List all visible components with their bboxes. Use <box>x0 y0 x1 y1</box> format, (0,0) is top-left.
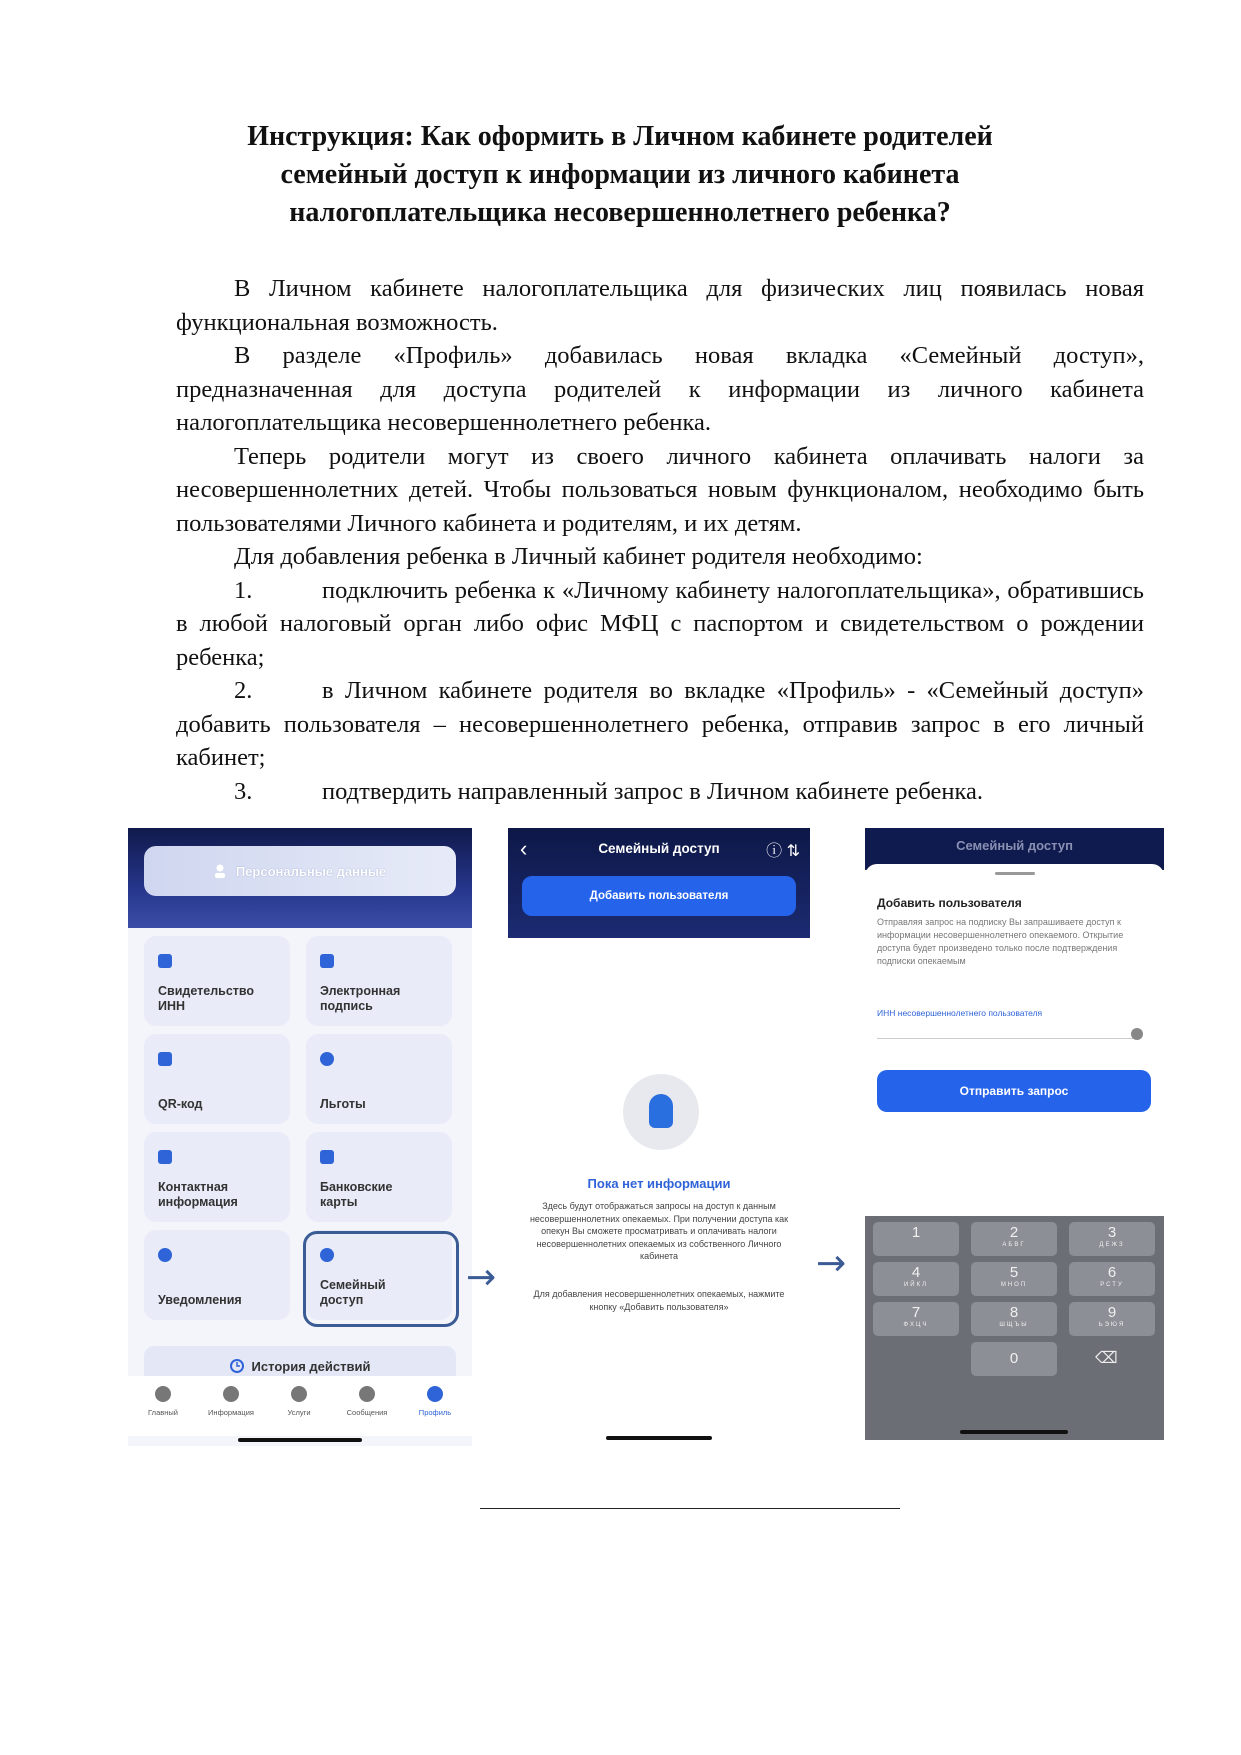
footer-rule <box>480 1508 900 1509</box>
card-qr-code[interactable] <box>144 1034 290 1124</box>
key-4[interactable]: 4 ИЙКЛ <box>873 1262 959 1296</box>
benefits-icon <box>320 1052 334 1066</box>
family-access-screenshot <box>508 828 810 1448</box>
home-indicator <box>960 1430 1068 1434</box>
add-user-screenshot <box>865 828 1164 1440</box>
history-label: История действий <box>251 1358 371 1374</box>
card-notifications[interactable] <box>144 1230 290 1320</box>
paragraph-2: В разделе «Профиль» добавилась новая вкладка «Семейный доступ», предназначенная для доступа родителей к информации из личного кабинета налогоплательщика несовершеннолетнего ребенка. <box>176 342 1144 436</box>
nav-label: Профиль <box>418 1408 452 1417</box>
home-indicator <box>238 1438 362 1442</box>
card-label: доступ <box>320 1293 364 1307</box>
step-number: 2. <box>234 677 253 704</box>
card-label: Льготы <box>320 1097 366 1111</box>
messages-icon <box>359 1386 375 1402</box>
empty-state-text: Здесь будут отображаться запросы на доступ к данным несовершеннолетних опекаемых. При получении доступа как опекун Вы сможете просматривать и оплачивать налоги несовершеннолетних опекаемых из собственного Личного кабинета <box>529 1201 789 1261</box>
profile-icon <box>427 1386 443 1402</box>
key-6[interactable]: 6 РСТУ <box>1069 1262 1155 1296</box>
info-sort-icons[interactable]: ⓘ ⇅ <box>766 843 800 860</box>
bell-icon <box>158 1248 172 1262</box>
paragraph-3: Теперь родители могут из своего личного кабинета оплачивать налоги за несовершеннолетних детей. Чтобы пользоваться новым функционалом, необходимо быть пользователями Личного кабинета и родителям, и их детям. <box>176 442 1144 537</box>
add-user-button[interactable]: Добавить пользователя <box>522 876 796 916</box>
document-icon <box>158 954 172 968</box>
step-3 <box>176 775 1144 809</box>
backspace-icon[interactable]: ⌫ <box>1095 1350 1118 1367</box>
clear-icon[interactable] <box>1131 1028 1143 1040</box>
key-0[interactable]: 0 <box>971 1342 1057 1376</box>
inn-field-label: ИНН несовершеннолетнего пользователя <box>877 1008 1043 1018</box>
home-icon <box>155 1386 171 1402</box>
document-body <box>176 272 1144 808</box>
card-label: подпись <box>320 999 373 1013</box>
key-9[interactable]: 9 ЬЭЮЯ <box>1069 1302 1155 1336</box>
title-line-1: Инструкция: Как оформить в Личном кабинете родителей <box>247 121 993 152</box>
step-1 <box>176 574 1144 675</box>
nav-info[interactable] <box>198 1386 264 1417</box>
nav-label: Информация <box>208 1408 254 1417</box>
card-bank-cards[interactable] <box>306 1132 452 1222</box>
sheet-title: Добавить пользователя <box>877 896 1022 910</box>
empty-state-hint: Для добавления несовершеннолетних опекаемых, нажмите кнопку «Добавить пользователя» <box>533 1289 785 1312</box>
step-text: подтвердить направленный запрос в Личном кабинете ребенка. <box>322 777 983 805</box>
card-label: Семейный <box>320 1278 386 1292</box>
family-access-header <box>508 828 810 938</box>
step-text: подключить ребенка к «Личному кабинету налогоплательщика», обратившись в любой налоговый орган либо офис МФЦ с паспортом и свидетельством о рождении ребенка; <box>176 576 1144 671</box>
pen-icon <box>320 954 334 968</box>
card-label: ИНН <box>158 999 186 1013</box>
personal-data-button[interactable] <box>144 846 456 896</box>
screen-title: Семейный доступ <box>598 841 720 856</box>
numeric-keypad <box>865 1216 1164 1440</box>
home-indicator <box>606 1436 712 1440</box>
qr-icon <box>158 1052 172 1066</box>
empty-state-icon <box>623 1074 699 1150</box>
card-inn-certificate[interactable] <box>144 936 290 1026</box>
nav-label: Главный <box>148 1408 178 1417</box>
paragraph-1: В Личном кабинете налогоплательщика для физических лиц появилась новая функциональная возможность. <box>176 275 1144 336</box>
arrow-icon: → <box>466 1257 497 1298</box>
title-line-3: налогоплательщика несовершеннолетнего ребенка? <box>289 197 951 228</box>
arrow-icon: → <box>816 1243 847 1284</box>
key-8[interactable]: 8 ШЩЪЫ <box>971 1302 1057 1336</box>
back-icon[interactable]: ‹ <box>520 836 528 861</box>
card-label: Электронная <box>320 984 401 998</box>
key-2[interactable]: 2 АБВГ <box>971 1222 1057 1256</box>
family-access-highlight <box>303 1231 459 1327</box>
sheet-description: Отправляя запрос на подписку Вы запрашиваете доступ к информации несовершеннолетнего опекаемого. Открытие доступа будет произведено только после подтверждения подписки опекаемым <box>877 917 1124 966</box>
profile-screenshot <box>128 828 472 1446</box>
paragraph-4: Для добавления ребенка в Личный кабинет родителя необходимо: <box>234 543 923 570</box>
personal-data-label: Персональные данные <box>235 863 387 879</box>
title-line-2: семейный доступ к информации из личного кабинета <box>280 159 960 190</box>
sheet-grabber[interactable] <box>995 872 1035 875</box>
nav-profile[interactable] <box>402 1386 468 1417</box>
card-benefits[interactable] <box>306 1034 452 1124</box>
card-label: Уведомления <box>158 1293 242 1307</box>
key-1[interactable]: 1 <box>873 1222 959 1256</box>
step-number: 3. <box>234 777 253 805</box>
key-5[interactable]: 5 МНОП <box>971 1262 1057 1296</box>
card-label: карты <box>320 1195 358 1209</box>
step-number: 1. <box>234 576 253 604</box>
phone-icon <box>158 1150 172 1164</box>
services-icon <box>291 1386 307 1402</box>
card-contact-info[interactable] <box>144 1132 290 1222</box>
document-title <box>170 118 1070 232</box>
card-label: Свидетельство <box>158 984 255 998</box>
screen-title: Семейный доступ <box>956 838 1073 853</box>
card-label: Контактная <box>158 1180 229 1194</box>
card-label: QR-код <box>158 1097 203 1111</box>
empty-state-title: Пока нет информации <box>587 1176 731 1191</box>
nav-services[interactable] <box>266 1386 332 1417</box>
card-label: информация <box>158 1195 238 1209</box>
nav-label: Сообщения <box>346 1408 388 1417</box>
step-text: в Личном кабинете родителя во вкладке «Профиль» - «Семейный доступ» добавить пользователя – несовершеннолетнего ребенка, отправив запрос в его личный кабинет; <box>176 677 1144 771</box>
key-7[interactable]: 7 ФХЦЧ <box>873 1302 959 1336</box>
card-label: Банковские <box>320 1180 393 1194</box>
user-icon <box>214 864 226 878</box>
step-2 <box>176 674 1144 775</box>
card-icon <box>320 1150 334 1164</box>
bottom-navigation <box>128 1376 472 1436</box>
send-request-button[interactable]: Отправить запрос <box>877 1070 1151 1112</box>
nav-messages[interactable] <box>334 1386 400 1417</box>
card-e-signature[interactable] <box>306 936 452 1026</box>
nav-label: Услуги <box>287 1408 311 1417</box>
inn-input[interactable] <box>877 1038 1139 1039</box>
info-icon <box>223 1386 239 1402</box>
key-3[interactable]: 3 ДЕЖЗ <box>1069 1222 1155 1256</box>
nav-home[interactable] <box>130 1386 196 1417</box>
history-icon <box>230 1359 244 1373</box>
profile-header <box>128 828 472 928</box>
